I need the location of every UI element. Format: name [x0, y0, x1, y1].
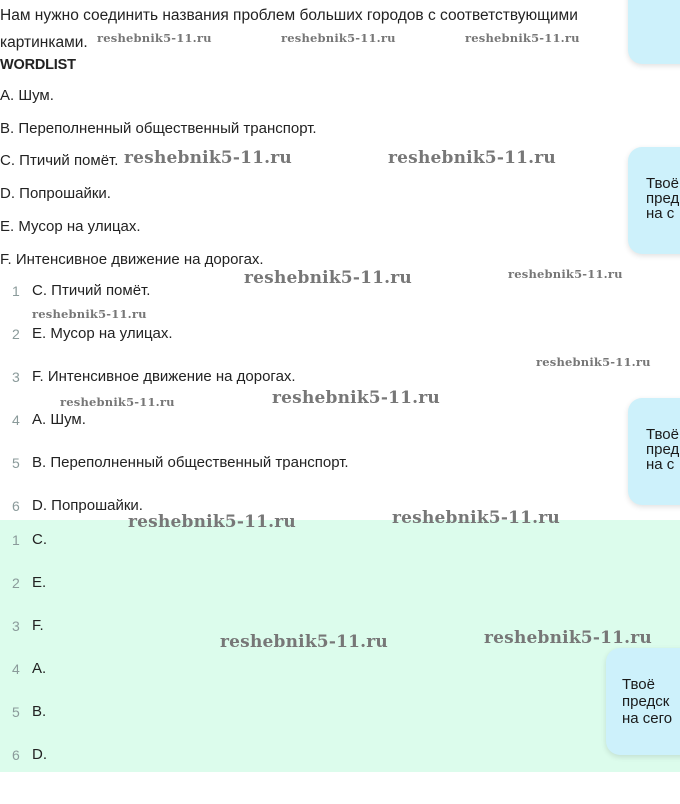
watermark: reshebnik5-11.ru: [388, 148, 556, 168]
answer-number: 6: [12, 747, 20, 763]
word-item: A. Шум.: [0, 87, 54, 104]
wordlist-title: WORDLIST: [0, 57, 76, 73]
answer-number: 1: [12, 532, 20, 548]
watermark: reshebnik5-11.ru: [536, 355, 651, 369]
prediction-bubble[interactable]: [628, 147, 680, 254]
watermark: reshebnik5-11.ru: [128, 512, 296, 532]
bubble-line: Твоё: [646, 175, 679, 192]
bubble-line: на с: [646, 205, 675, 222]
answer-text: C.: [32, 531, 47, 548]
answer-text: D.: [32, 746, 47, 763]
watermark: reshebnik5-11.ru: [244, 268, 412, 288]
word-item: F. Интенсивное движение на дорогах.: [0, 251, 264, 268]
match-number: 4: [12, 412, 20, 428]
watermark: reshebnik5-11.ru: [392, 508, 560, 528]
watermark: reshebnik5-11.ru: [465, 31, 580, 45]
answer-text: A.: [32, 660, 47, 677]
bubble-line: пред: [646, 190, 680, 207]
word-item: D. Попрошайки.: [0, 185, 111, 202]
bubble-line: Твоё: [646, 426, 679, 443]
prediction-bubble[interactable]: [606, 648, 680, 755]
answer-text: E.: [32, 574, 47, 591]
watermark: reshebnik5-11.ru: [508, 267, 623, 281]
word-item: B. Переполненный общественный транспорт.: [0, 120, 317, 137]
match-number: 5: [12, 455, 20, 471]
match-number: 3: [12, 369, 20, 385]
answer-text: B.: [32, 703, 47, 720]
prediction-bubble-partial[interactable]: [628, 0, 680, 64]
match-text: D. Попрошайки.: [32, 497, 143, 514]
match-text: C. Птичий помёт.: [32, 282, 151, 299]
task-intro: Нам нужно соединить названия проблем больших городов с соответствующими картинками.: [0, 7, 578, 51]
watermark: reshebnik5-11.ru: [124, 148, 292, 168]
watermark: reshebnik5-11.ru: [60, 395, 175, 409]
bubble-line: на сего: [622, 710, 673, 727]
bubble-line: предск: [622, 693, 670, 710]
answer-number: 4: [12, 661, 20, 677]
watermark: reshebnik5-11.ru: [272, 388, 440, 408]
answer-number: 3: [12, 618, 20, 634]
watermark: reshebnik5-11.ru: [281, 31, 396, 45]
match-text: F. Интенсивное движение на дорогах.: [32, 368, 296, 385]
watermark: reshebnik5-11.ru: [32, 307, 147, 321]
match-text: B. Переполненный общественный транспорт.: [32, 454, 349, 471]
answer-number: 2: [12, 575, 20, 591]
watermark: reshebnik5-11.ru: [97, 31, 212, 45]
bubble-line: Твоё: [622, 676, 655, 693]
match-number: 2: [12, 326, 20, 342]
watermark: reshebnik5-11.ru: [220, 632, 388, 652]
word-item: C. Птичий помёт.: [0, 152, 119, 169]
prediction-bubble[interactable]: [628, 398, 680, 505]
match-text: A. Шум.: [32, 411, 86, 428]
answer-text: F.: [32, 617, 44, 634]
match-number: 1: [12, 283, 20, 299]
bubble-line: на с: [646, 456, 675, 473]
answer-number: 5: [12, 704, 20, 720]
word-item: E. Мусор на улицах.: [0, 218, 141, 235]
match-number: 6: [12, 498, 20, 514]
watermark: reshebnik5-11.ru: [484, 628, 652, 648]
match-text: E. Мусор на улицах.: [32, 325, 173, 342]
bubble-line: пред: [646, 441, 680, 458]
